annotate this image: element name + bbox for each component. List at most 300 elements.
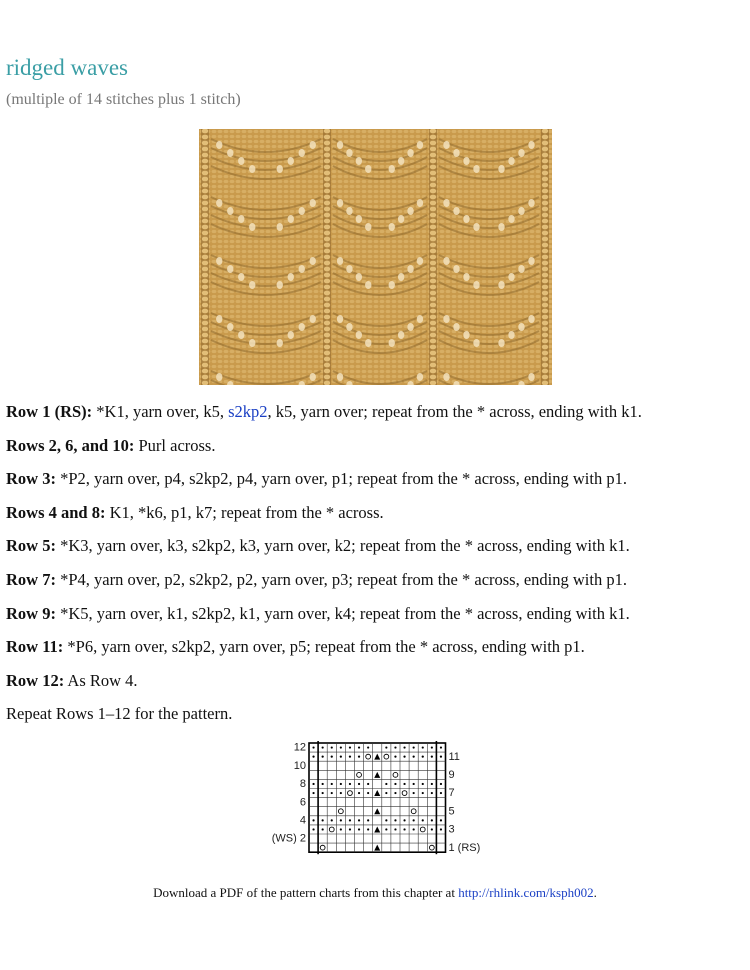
rib-stitch bbox=[202, 159, 208, 164]
rib-stitch bbox=[324, 135, 330, 140]
purl-symbol bbox=[422, 756, 424, 758]
purl-symbol bbox=[394, 819, 396, 821]
rib-stitch bbox=[202, 369, 208, 374]
rib-stitch bbox=[324, 189, 330, 194]
eyelet-hole bbox=[277, 339, 283, 347]
rib-stitch bbox=[542, 249, 548, 254]
rib-stitch bbox=[324, 207, 330, 212]
purl-symbol bbox=[358, 756, 360, 758]
rib-stitch bbox=[430, 225, 436, 230]
purl-symbol bbox=[367, 819, 369, 821]
eyelet-hole bbox=[216, 373, 222, 381]
purl-symbol bbox=[431, 746, 433, 748]
eyelet-hole bbox=[365, 223, 371, 231]
rib-stitch bbox=[324, 261, 330, 266]
instruction-row bbox=[6, 503, 746, 523]
eyelet-hole bbox=[407, 323, 413, 331]
rib-stitch bbox=[324, 309, 330, 314]
eyelet-hole bbox=[310, 315, 316, 323]
eyelet-hole bbox=[417, 141, 423, 149]
eyelet-hole bbox=[299, 323, 305, 331]
rib-stitch bbox=[202, 339, 208, 344]
rib-stitch bbox=[324, 177, 330, 182]
eyelet-hole bbox=[249, 223, 255, 231]
rib-stitch bbox=[542, 321, 548, 326]
rib-stitch bbox=[430, 375, 436, 380]
rib-stitch bbox=[430, 237, 436, 242]
rib-stitch bbox=[430, 189, 436, 194]
rib-stitch bbox=[542, 315, 548, 320]
rib-stitch bbox=[430, 183, 436, 188]
eyelet-hole bbox=[238, 273, 244, 281]
rib-stitch bbox=[202, 231, 208, 236]
footer-note bbox=[0, 885, 750, 901]
eyelet-hole bbox=[238, 215, 244, 223]
eyelet-hole bbox=[389, 165, 395, 173]
eyelet-hole bbox=[398, 215, 404, 223]
rib-stitch bbox=[542, 201, 548, 206]
knit-swatch-photo bbox=[199, 129, 552, 385]
purl-symbol bbox=[312, 756, 314, 758]
purl-symbol bbox=[322, 783, 324, 785]
eyelet-hole bbox=[498, 223, 504, 231]
purl-symbol bbox=[440, 783, 442, 785]
eyelet-hole bbox=[417, 373, 423, 381]
instruction-text: *P6, yarn over, s2kp2, yarn over, p5; repeat from the * across, ending with p1. bbox=[63, 637, 585, 657]
purl-symbol bbox=[403, 819, 405, 821]
rib-stitch bbox=[542, 243, 548, 248]
rib-stitch bbox=[430, 231, 436, 236]
rib-stitch bbox=[202, 261, 208, 266]
eyelet-hole bbox=[443, 141, 449, 149]
rib-stitch bbox=[324, 339, 330, 344]
instruction-label: Row 5: bbox=[6, 536, 56, 556]
rib-stitch bbox=[324, 141, 330, 146]
rib-stitch bbox=[430, 213, 436, 218]
rib-stitch bbox=[430, 345, 436, 350]
rib-stitch bbox=[324, 249, 330, 254]
rib-stitch bbox=[324, 345, 330, 350]
rib-stitch bbox=[324, 267, 330, 272]
purl-symbol bbox=[322, 746, 324, 748]
instruction-text: Purl across. bbox=[134, 435, 216, 455]
rib-stitch bbox=[542, 303, 548, 308]
eyelet-hole bbox=[249, 281, 255, 289]
rib-stitch bbox=[202, 285, 208, 290]
purl-symbol bbox=[331, 746, 333, 748]
eyelet-hole bbox=[288, 273, 294, 281]
chart-row-label: 1 (RS) bbox=[448, 841, 481, 854]
rib-stitch bbox=[430, 267, 436, 272]
purl-symbol bbox=[312, 783, 314, 785]
purl-symbol bbox=[349, 828, 351, 830]
eyelet-hole bbox=[518, 207, 524, 215]
purl-symbol bbox=[431, 828, 433, 830]
eyelet-hole bbox=[337, 199, 343, 207]
eyelet-hole bbox=[310, 373, 316, 381]
rib-stitch bbox=[324, 231, 330, 236]
instruction-text: Repeat Rows 1–12 for the pattern. bbox=[6, 704, 233, 724]
rib-stitch bbox=[430, 285, 436, 290]
purl-symbol bbox=[340, 746, 342, 748]
rib-stitch bbox=[324, 183, 330, 188]
purl-symbol bbox=[349, 746, 351, 748]
rib-stitch bbox=[324, 291, 330, 296]
eyelet-hole bbox=[398, 273, 404, 281]
eyelet-hole bbox=[310, 257, 316, 265]
purl-symbol bbox=[322, 828, 324, 830]
eyelet-hole bbox=[277, 281, 283, 289]
footer-end: . bbox=[593, 885, 597, 900]
instruction-row bbox=[6, 671, 746, 691]
instruction-label: Row 11: bbox=[6, 637, 64, 657]
purl-symbol bbox=[349, 756, 351, 758]
rib-stitch bbox=[430, 255, 436, 260]
rib-stitch bbox=[542, 207, 548, 212]
rib-stitch bbox=[430, 303, 436, 308]
eyelet-hole bbox=[508, 273, 514, 281]
eyelet-hole bbox=[407, 149, 413, 157]
eyelet-hole bbox=[528, 199, 534, 207]
purl-symbol bbox=[403, 783, 405, 785]
purl-symbol bbox=[367, 828, 369, 830]
purl-symbol bbox=[394, 792, 396, 794]
rib-stitch bbox=[324, 351, 330, 356]
eyelet-hole bbox=[498, 339, 504, 347]
eyelet-hole bbox=[310, 199, 316, 207]
rib-stitch bbox=[324, 171, 330, 176]
rib-stitch bbox=[324, 219, 330, 224]
rib-stitch bbox=[542, 297, 548, 302]
chart-row-label: 6 bbox=[299, 796, 306, 809]
instruction-text: , k5, yarn over; repeat from the * across, ending with k1. bbox=[267, 402, 642, 421]
eyelet-hole bbox=[356, 273, 362, 281]
rib-stitch bbox=[542, 153, 548, 158]
rib-stitch bbox=[202, 165, 208, 170]
purl-symbol bbox=[413, 819, 415, 821]
instruction-row bbox=[6, 402, 746, 422]
purl-symbol bbox=[422, 746, 424, 748]
rib-stitch bbox=[202, 375, 208, 380]
rib-stitch bbox=[324, 279, 330, 284]
eyelet-hole bbox=[463, 273, 469, 281]
instruction-label: Row 9: bbox=[6, 603, 56, 623]
purl-symbol bbox=[322, 756, 324, 758]
purl-symbol bbox=[385, 792, 387, 794]
stitch-chart bbox=[255, 740, 500, 875]
purl-symbol bbox=[367, 746, 369, 748]
eyelet-hole bbox=[249, 339, 255, 347]
eyelet-hole bbox=[337, 315, 343, 323]
eyelet-hole bbox=[473, 281, 479, 289]
eyelet-hole bbox=[453, 323, 459, 331]
rib-stitch bbox=[430, 153, 436, 158]
eyelet-hole bbox=[337, 373, 343, 381]
rib-stitch bbox=[430, 357, 436, 362]
eyelet-hole bbox=[337, 141, 343, 149]
purl-symbol bbox=[385, 746, 387, 748]
rib-stitch bbox=[202, 147, 208, 152]
purl-symbol bbox=[340, 792, 342, 794]
rib-stitch bbox=[202, 363, 208, 368]
rib-stitch bbox=[202, 273, 208, 278]
purl-symbol bbox=[440, 828, 442, 830]
eyelet-hole bbox=[310, 141, 316, 149]
purl-symbol bbox=[394, 756, 396, 758]
purl-symbol bbox=[331, 783, 333, 785]
purl-symbol bbox=[312, 746, 314, 748]
rib-stitch bbox=[430, 207, 436, 212]
instruction-text: As Row 4. bbox=[64, 670, 138, 690]
purl-symbol bbox=[394, 783, 396, 785]
rib-stitch bbox=[324, 369, 330, 374]
rib-stitch bbox=[202, 177, 208, 182]
eyelet-hole bbox=[443, 373, 449, 381]
instruction-text: *P4, yarn over, p2, s2kp2, p2, yarn over, p3; repeat from the * across, ending with p1. bbox=[55, 569, 627, 589]
rib-stitch bbox=[542, 237, 548, 242]
eyelet-hole bbox=[508, 157, 514, 165]
eyelet-hole bbox=[389, 223, 395, 231]
chart-row-label: 9 bbox=[448, 769, 455, 782]
eyelet-hole bbox=[227, 207, 233, 215]
rib-stitch bbox=[202, 207, 208, 212]
eyelet-hole bbox=[288, 215, 294, 223]
eyelet-hole bbox=[299, 265, 305, 273]
rib-stitch bbox=[202, 135, 208, 140]
eyelet-hole bbox=[498, 165, 504, 173]
rib-stitch bbox=[202, 321, 208, 326]
rib-stitch bbox=[542, 363, 548, 368]
rib-stitch bbox=[202, 249, 208, 254]
rib-stitch bbox=[542, 285, 548, 290]
purl-symbol bbox=[349, 783, 351, 785]
rib-stitch bbox=[202, 219, 208, 224]
instruction-label: Row 1 (RS): bbox=[6, 402, 93, 421]
rib-stitch bbox=[542, 225, 548, 230]
instruction-label: Rows 2, 6, and 10: bbox=[6, 435, 135, 455]
eyelet-hole bbox=[528, 315, 534, 323]
rib-stitch bbox=[430, 339, 436, 344]
rib-stitch bbox=[202, 171, 208, 176]
rib-stitch bbox=[542, 165, 548, 170]
eyelet-hole bbox=[346, 265, 352, 273]
instruction-row bbox=[6, 536, 746, 556]
purl-symbol bbox=[440, 746, 442, 748]
rib-stitch bbox=[430, 279, 436, 284]
purl-symbol bbox=[431, 783, 433, 785]
purl-symbol bbox=[440, 792, 442, 794]
eyelet-hole bbox=[365, 165, 371, 173]
rib-stitch bbox=[430, 273, 436, 278]
rib-stitch bbox=[542, 339, 548, 344]
purl-symbol bbox=[440, 756, 442, 758]
purl-symbol bbox=[431, 792, 433, 794]
eyelet-hole bbox=[473, 165, 479, 173]
instruction-text: *K3, yarn over, k3, s2kp2, k3, yarn over, k2; repeat from the * across, ending with k1. bbox=[55, 536, 630, 556]
eyelet-hole bbox=[277, 223, 283, 231]
purl-symbol bbox=[403, 828, 405, 830]
purl-symbol bbox=[340, 756, 342, 758]
purl-symbol bbox=[385, 819, 387, 821]
purl-symbol bbox=[358, 792, 360, 794]
rib-stitch bbox=[202, 327, 208, 332]
rib-stitch bbox=[202, 189, 208, 194]
eyelet-hole bbox=[346, 149, 352, 157]
stitch-link[interactable]: s2kp2 bbox=[228, 402, 268, 421]
rib-stitch bbox=[202, 141, 208, 146]
rib-stitch bbox=[202, 255, 208, 260]
eyelet-hole bbox=[346, 323, 352, 331]
eyelet-hole bbox=[528, 257, 534, 265]
eyelet-hole bbox=[508, 215, 514, 223]
eyelet-hole bbox=[288, 157, 294, 165]
rib-stitch bbox=[542, 219, 548, 224]
rib-stitch bbox=[324, 303, 330, 308]
rib-stitch bbox=[542, 135, 548, 140]
purl-symbol bbox=[331, 819, 333, 821]
instruction-text: *P2, yarn over, p4, s2kp2, p4, yarn over, p1; repeat from the * across, ending with p1. bbox=[55, 469, 627, 489]
rib-stitch bbox=[542, 369, 548, 374]
rib-stitch bbox=[542, 273, 548, 278]
eyelet-hole bbox=[407, 265, 413, 273]
purl-symbol bbox=[422, 783, 424, 785]
eyelet-hole bbox=[528, 141, 534, 149]
chart-row-label: 3 bbox=[448, 823, 455, 836]
rib-stitch bbox=[202, 237, 208, 242]
rib-stitch bbox=[430, 147, 436, 152]
purl-symbol bbox=[422, 792, 424, 794]
rib-stitch bbox=[202, 213, 208, 218]
instruction-row bbox=[6, 469, 746, 489]
instruction-label: Row 12: bbox=[6, 670, 65, 690]
purl-symbol bbox=[385, 828, 387, 830]
eyelet-hole bbox=[299, 207, 305, 215]
eyelet-hole bbox=[463, 331, 469, 339]
purl-symbol bbox=[394, 746, 396, 748]
eyelet-hole bbox=[463, 215, 469, 223]
rib-stitch bbox=[430, 309, 436, 314]
rib-stitch bbox=[324, 375, 330, 380]
rib-stitch bbox=[430, 291, 436, 296]
rib-stitch bbox=[324, 255, 330, 260]
eyelet-hole bbox=[216, 257, 222, 265]
purl-symbol bbox=[431, 756, 433, 758]
rib-stitch bbox=[202, 183, 208, 188]
rib-stitch bbox=[202, 357, 208, 362]
purl-symbol bbox=[385, 783, 387, 785]
eyelet-hole bbox=[443, 199, 449, 207]
rib-stitch bbox=[202, 243, 208, 248]
rib-stitch bbox=[324, 315, 330, 320]
rib-stitch bbox=[324, 225, 330, 230]
rib-stitch bbox=[542, 177, 548, 182]
purl-symbol bbox=[322, 819, 324, 821]
rib-stitch bbox=[542, 147, 548, 152]
rib-stitch bbox=[202, 351, 208, 356]
rib-stitch bbox=[542, 213, 548, 218]
rib-stitch bbox=[324, 273, 330, 278]
rib-stitch bbox=[542, 333, 548, 338]
rib-stitch bbox=[542, 375, 548, 380]
rib-stitch bbox=[430, 327, 436, 332]
footer-link[interactable]: http://rhlink.com/ksph002 bbox=[458, 885, 594, 900]
purl-symbol bbox=[358, 819, 360, 821]
chart-row-label: 12 bbox=[293, 741, 306, 754]
eyelet-hole bbox=[288, 331, 294, 339]
rib-stitch bbox=[542, 195, 548, 200]
eyelet-hole bbox=[518, 323, 524, 331]
rib-stitch bbox=[324, 297, 330, 302]
eyelet-hole bbox=[398, 157, 404, 165]
purl-symbol bbox=[331, 756, 333, 758]
instruction-row bbox=[6, 704, 746, 724]
chart-row-label: 11 bbox=[448, 750, 460, 763]
rib-stitch bbox=[430, 261, 436, 266]
purl-symbol bbox=[413, 792, 415, 794]
instruction-row bbox=[6, 637, 746, 657]
eyelet-hole bbox=[453, 265, 459, 273]
rib-stitch bbox=[324, 357, 330, 362]
rib-stitch bbox=[542, 183, 548, 188]
eyelet-hole bbox=[508, 331, 514, 339]
eyelet-hole bbox=[498, 281, 504, 289]
chart-row-label: 5 bbox=[448, 805, 455, 818]
rib-stitch bbox=[202, 225, 208, 230]
rib-stitch bbox=[542, 357, 548, 362]
rib-stitch bbox=[430, 165, 436, 170]
eyelet-hole bbox=[216, 141, 222, 149]
rib-stitch bbox=[324, 159, 330, 164]
rib-stitch bbox=[202, 297, 208, 302]
purl-symbol bbox=[403, 746, 405, 748]
footer-text: Download a PDF of the pattern charts from this chapter at bbox=[153, 885, 459, 900]
rib-stitch bbox=[430, 135, 436, 140]
eyelet-hole bbox=[417, 315, 423, 323]
rib-stitch bbox=[430, 243, 436, 248]
instruction-row bbox=[6, 436, 746, 456]
rib-stitch bbox=[430, 351, 436, 356]
purl-symbol bbox=[358, 746, 360, 748]
eyelet-hole bbox=[528, 373, 534, 381]
eyelet-hole bbox=[463, 157, 469, 165]
eyelet-hole bbox=[299, 149, 305, 157]
rib-stitch bbox=[202, 309, 208, 314]
rib-stitch bbox=[324, 363, 330, 368]
pattern-title: ridged waves bbox=[6, 55, 128, 80]
purl-symbol bbox=[422, 819, 424, 821]
rib-stitch bbox=[430, 201, 436, 206]
rib-stitch bbox=[430, 159, 436, 164]
chart-row-label: 7 bbox=[448, 787, 455, 800]
eyelet-hole bbox=[518, 149, 524, 157]
rib-stitch bbox=[430, 171, 436, 176]
rib-stitch bbox=[324, 201, 330, 206]
rib-stitch bbox=[324, 165, 330, 170]
eyelet-hole bbox=[473, 339, 479, 347]
rib-stitch bbox=[324, 213, 330, 218]
instruction-label: Row 3: bbox=[6, 469, 56, 489]
rib-stitch bbox=[202, 291, 208, 296]
rib-stitch bbox=[542, 261, 548, 266]
rib-stitch bbox=[202, 201, 208, 206]
instruction-label: Rows 4 and 8: bbox=[6, 502, 106, 522]
rib-stitch bbox=[202, 315, 208, 320]
purl-symbol bbox=[331, 792, 333, 794]
rib-stitch bbox=[430, 195, 436, 200]
purl-symbol bbox=[340, 783, 342, 785]
rib-stitch bbox=[202, 267, 208, 272]
eyelet-hole bbox=[398, 331, 404, 339]
